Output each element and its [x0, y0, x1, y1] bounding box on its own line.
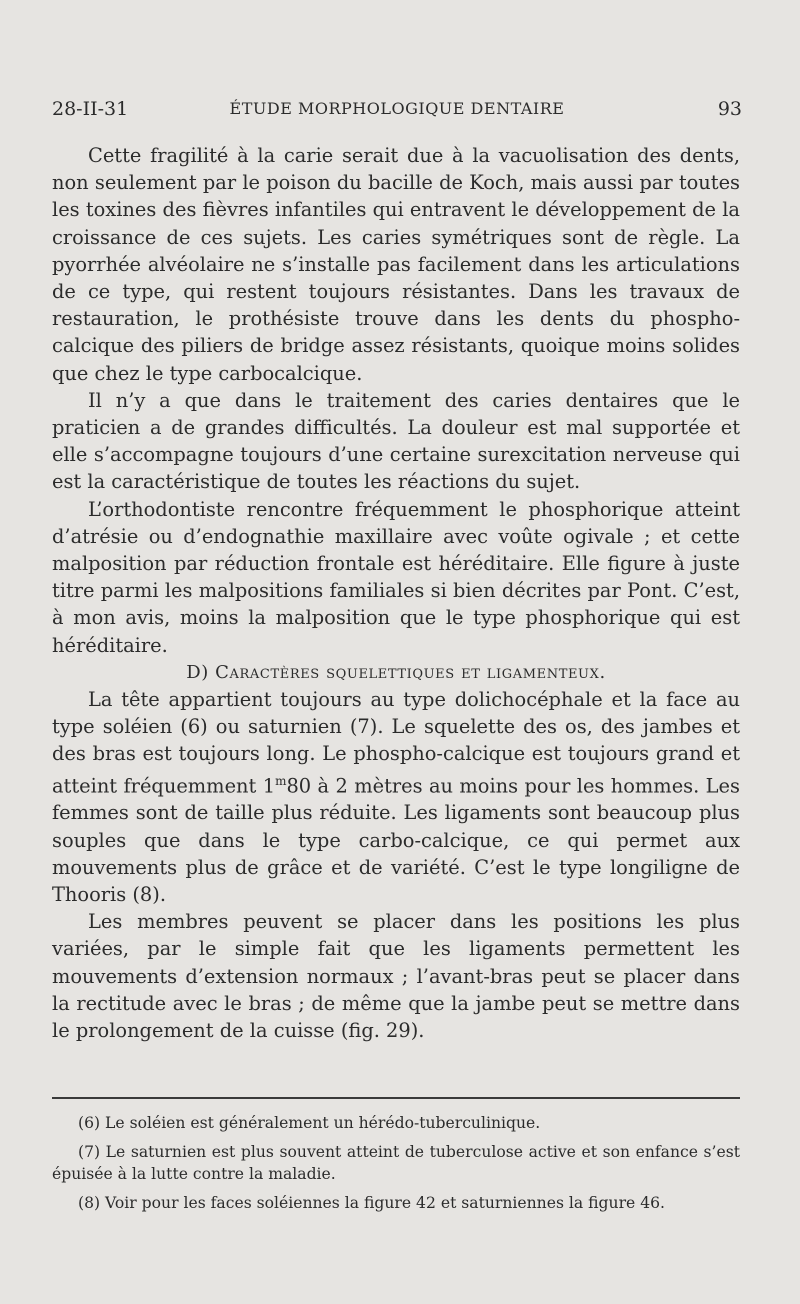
- page-number: 93: [717, 98, 742, 120]
- header-title: ÉTUDE MORPHOLOGIQUE DENTAIRE: [229, 99, 565, 118]
- section-title: Caractères squelettiques et ligamenteux.: [215, 661, 606, 683]
- height-value-cm: 80: [286, 774, 312, 798]
- footnote-8: (8) Voir pour les faces soléiennes la figure 42 et saturniennes la figure 46.: [78, 1193, 666, 1212]
- paragraph-treatment: Il n’y a que dans le traitement des caries dentaires que le praticien a de grandes difficultés. La douleur est mal supportée et elle s’accompagne toujours d’une certaine surexcitation nerveuse qui est la caractéristique de toutes les réactions du sujet.: [52, 388, 740, 494]
- height-value-meters: 1: [262, 774, 276, 798]
- footnote-7: (7) Le saturnien est plus souvent atteint de tuberculose active et son enfance s’est épuisée à la lutte contre la maladie.: [52, 1142, 740, 1183]
- footnotes: [52, 1112, 740, 1220]
- section-letter: D): [186, 661, 209, 683]
- header-date: 28-II-31: [52, 98, 129, 120]
- running-header: [52, 96, 742, 122]
- paragraph-orthodontics: L’orthodontiste rencontre fréquemment le phosphorique atteint d’atrésie ou d’endognathie maxillaire avec voûte ogivale ; et cette malposition par réduction frontale est héréditaire. Elle figure à juste titre parmi les malpositions familiales si bien décrites par Pont. C’est, à mon avis, moins la malposition que le type phosphorique qui est héréditaire.: [52, 497, 740, 657]
- paragraph-limbs: Les membres peuvent se placer dans les positions les plus variées, par le simple fait que les ligaments permettent les mouvements d’extension normaux ; l’avant-bras peut se placer dans la rectitude avec le bras ; de même que la jambe peut se mettre dans le prolongement de la cuisse (fig. 29).: [52, 910, 740, 1042]
- paragraph-fragility: Cette fragilité à la carie serait due à la vacuolisation des dents, non seulement par le poison du bacille de Koch, mais aussi par toutes les toxines des fièvres infantiles qui entravent le développement de la croissance de ces sujets. Les caries symétriques sont de règle. La pyorrhée alvéolaire ne s’installe pas facilement dans les articulations de ce type, qui restent toujours résistantes. Dans les travaux de restauration, le prothésiste trouve dans les dents du phospho-calcique des piliers de bridge assez résistants, quoique moins solides que chez le type carbocalcique.: [52, 144, 740, 385]
- footnote-6: (6) Le soléien est généralement un hérédo-tuberculinique.: [78, 1114, 541, 1132]
- paragraph-skeleton-text-a: La tête appartient toujours au type dolichocéphale et la face au type soléien (6) ou saturnien (7). Le squelette des os, des jambes et des bras est toujours long. Le phospho-calcique est toujours grand et atteint fréquemment: [52, 688, 740, 798]
- paragraph-skeleton-text-b: à 2 mètres au moins pour les hommes. Les femmes sont de taille plus réduite. Les ligaments sont beaucoup plus souples que dans le type carbo-calcique, ce qui permet aux mouvements plus de grâce et de variété. C’est le type longiligne de Thooris (8).: [52, 774, 740, 906]
- main-text: [52, 142, 740, 1044]
- height-unit: m: [275, 773, 287, 788]
- footnote-divider: [52, 1097, 740, 1099]
- paragraph-skeleton: [52, 686, 740, 908]
- section-heading: [52, 659, 740, 686]
